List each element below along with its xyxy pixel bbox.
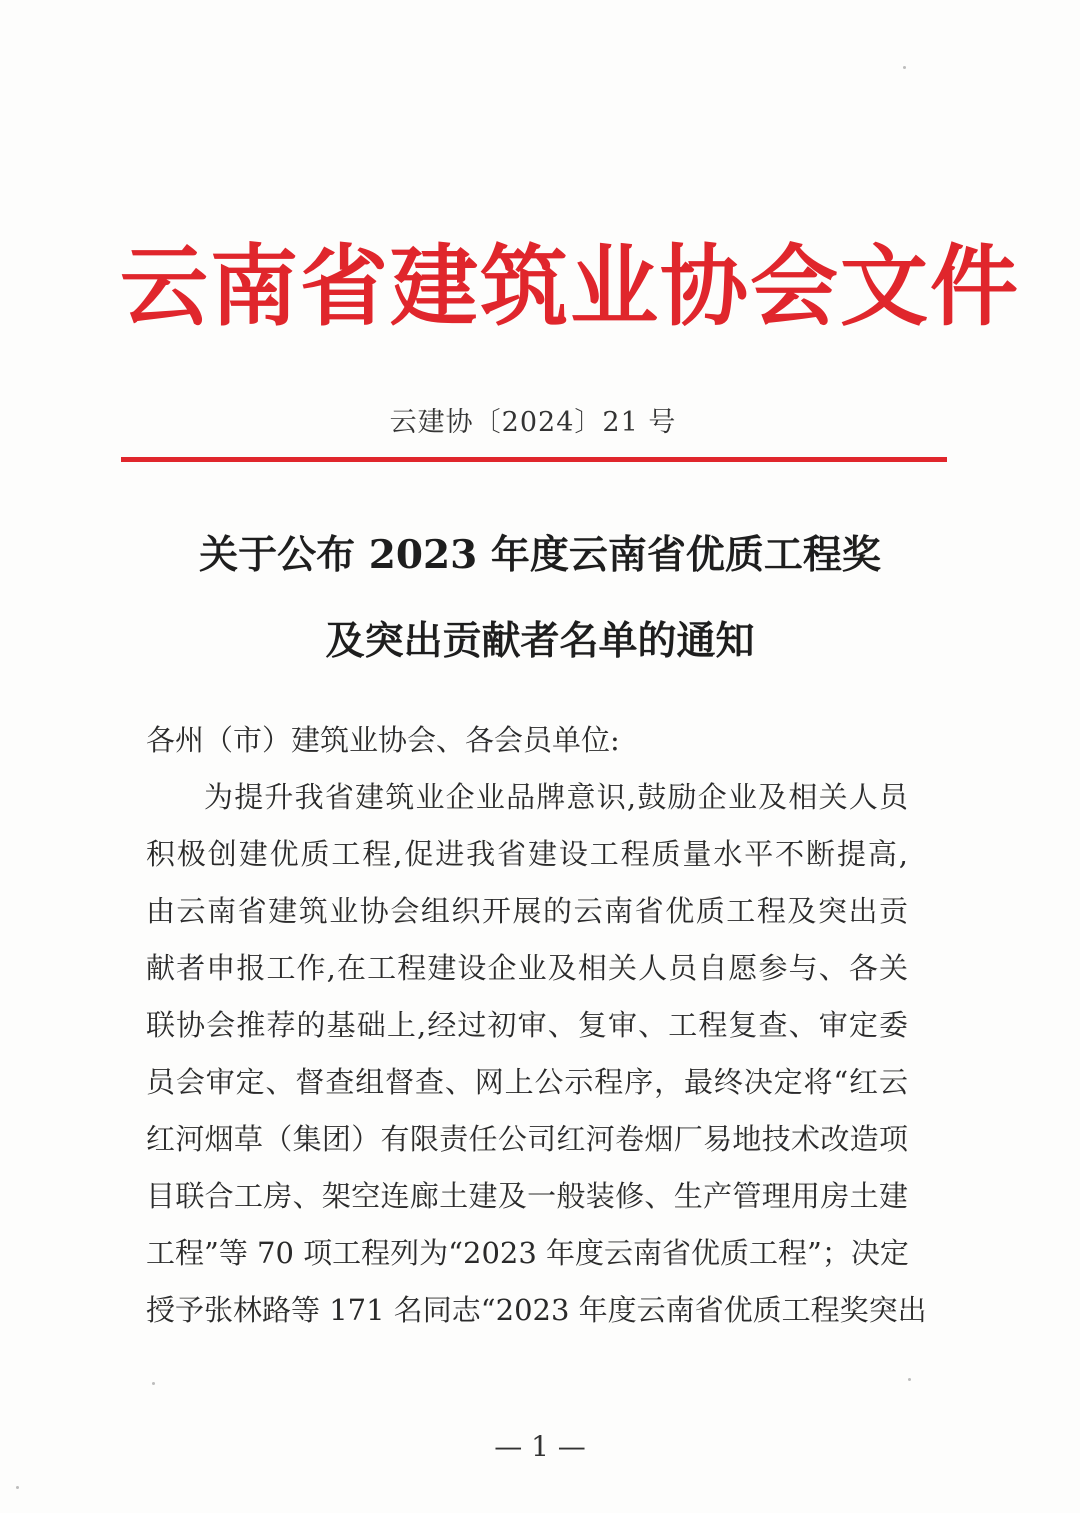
org-header-title: 云南省建筑业协会文件 [120, 235, 1021, 338]
body-line: 工程”等 70 项工程列为“2023 年度云南省优质工程”；决定 [146, 1236, 909, 1270]
scan-speck [908, 1378, 911, 1381]
scan-speck [152, 1382, 155, 1385]
body-line: 由云南省建筑业协会组织开展的云南省优质工程及突出贡 [146, 894, 908, 928]
body-line: 目联合工房、架空连廊土建及一般装修、生产管理用房土建 [146, 1179, 908, 1213]
scan-speck [903, 66, 906, 69]
body-line: 献者申报工作,在工程建设企业及相关人员自愿参与、各关 [146, 951, 908, 985]
body-line: 积极创建优质工程,促进我省建设工程质量水平不断提高, [146, 837, 908, 871]
body-line: 红河烟草（集团）有限责任公司红河卷烟厂易地技术改造项 [146, 1122, 908, 1156]
salutation: 各州（市）建筑业协会、各会员单位: [146, 723, 620, 757]
page-number: — 1 — [494, 1430, 586, 1463]
scan-speck [16, 1486, 19, 1489]
body-line: 为提升我省建筑业企业品牌意识,鼓励企业及相关人员 [204, 780, 908, 814]
document-number: 云建协〔2024〕21 号 [389, 407, 677, 438]
body-line: 联协会推荐的基础上,经过初审、复审、工程复查、审定委 [146, 1008, 908, 1042]
body-line: 授予张林路等 171 名同志“2023 年度云南省优质工程奖突出 [146, 1293, 927, 1327]
red-divider-line [121, 457, 947, 462]
notice-title-line-2: 及突出贡献者名单的通知 [325, 618, 755, 664]
notice-title-line-1: 关于公布 2023 年度云南省优质工程奖 [199, 532, 881, 578]
body-line: 员会审定、督查组督查、网上公示程序，最终决定将“红云 [146, 1065, 908, 1099]
